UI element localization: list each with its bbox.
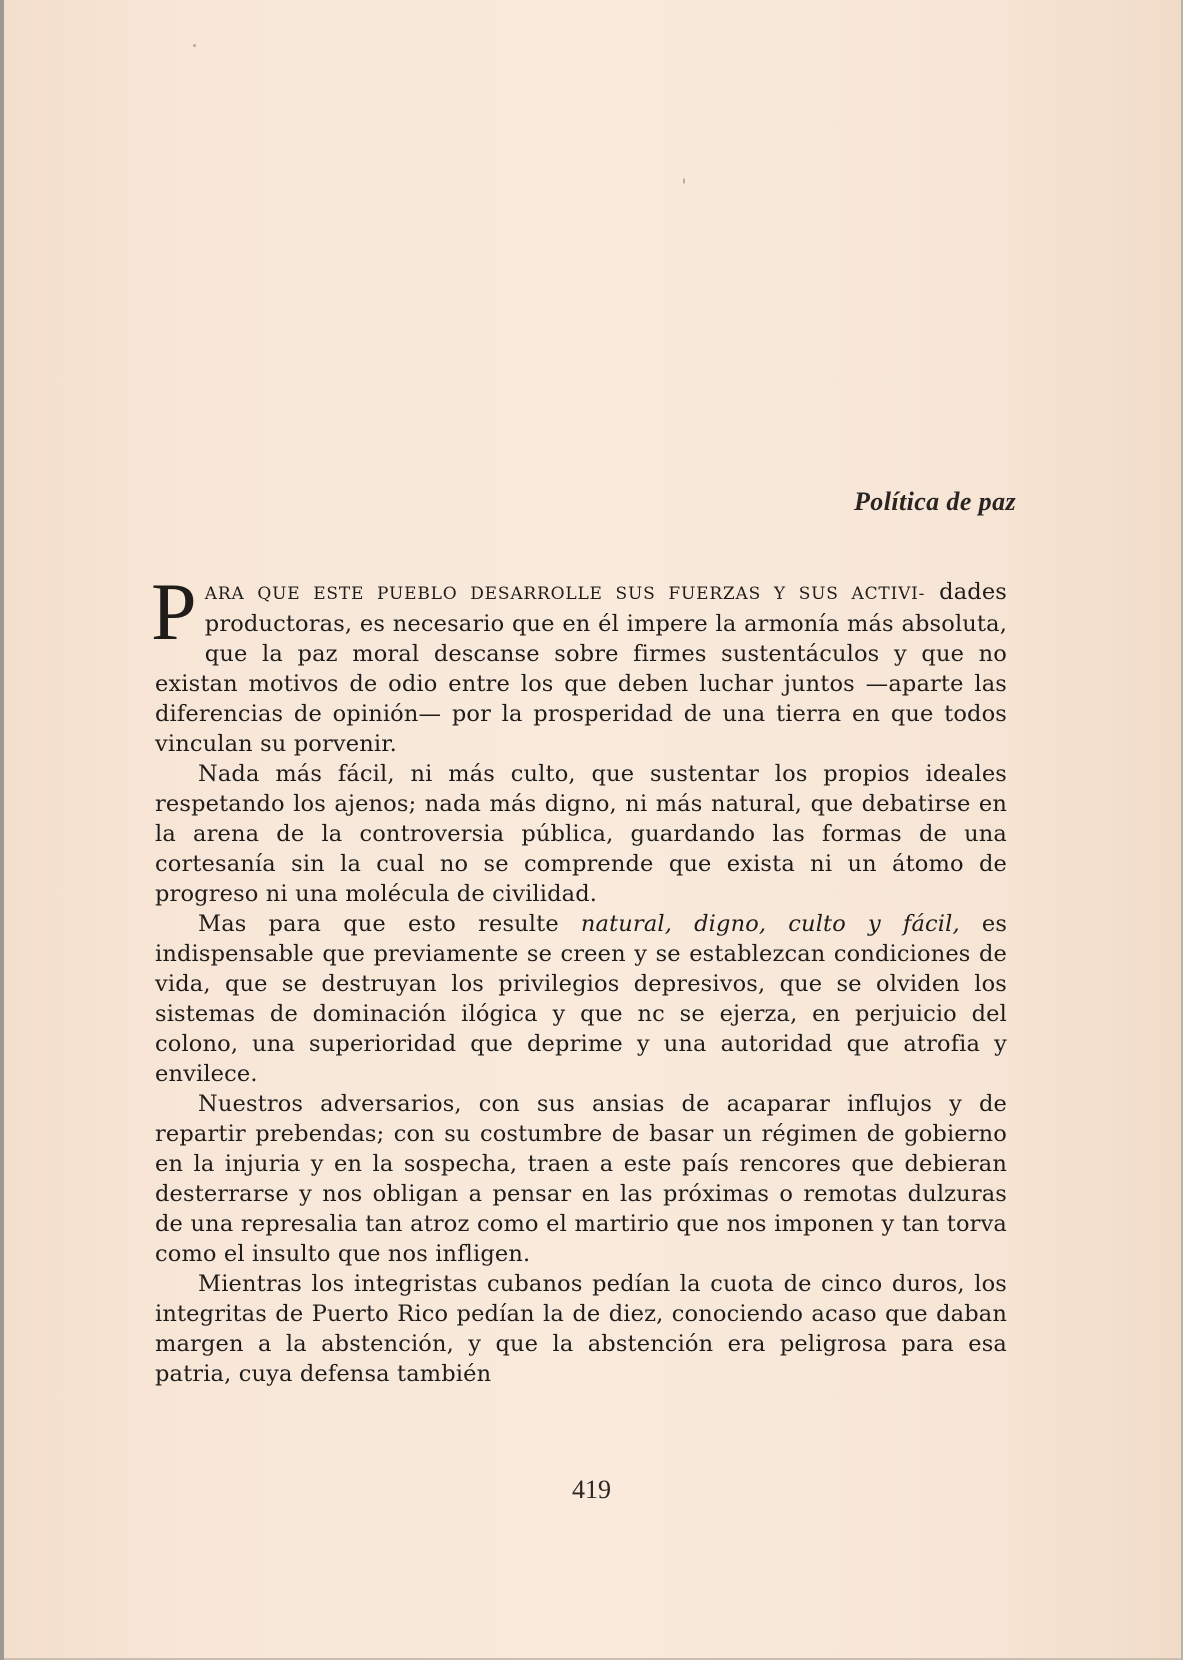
paragraph-text: Mas para que esto resulte bbox=[198, 911, 581, 937]
paragraph-text: Mientras los integristas cubanos pedían la cuota de cinco duros, los integritas de Puerto Rico pedían la de diez, conociendo acaso que daban margen a la abstención, y que la abstención era peligrosa para esa patria, cuya defensa también bbox=[155, 1271, 1007, 1387]
paragraph-text: Nada más fácil, ni más culto, que sustentar los propios ideales respetando los ajenos; nada más digno, ni más natural, que debatirse en la arena de la controversia pública, guardando las formas de una cortesanía sin la cual no se comprende que exista ni un átomo de progreso ni una molécula de civilidad. bbox=[155, 761, 1007, 907]
paper-speck bbox=[683, 178, 685, 184]
paragraph-text: dades productoras, es necesario que en él impere la armonía más absoluta, que la paz moral descanse sobre firmes sustentáculos y que no existan motivos de odio entre los que deben luchar juntos —aparte las diferencias de opinión— por la prosperidad de una tierra en que todos vinculan su porvenir. bbox=[155, 579, 1007, 757]
paragraph bbox=[155, 1269, 1007, 1389]
paragraph bbox=[155, 1089, 1007, 1269]
paragraph bbox=[155, 909, 1007, 1089]
paragraph-text: Nuestros adversarios, con sus ansias de acaparar influjos y de repartir prebendas; con su costumbre de basar un régimen de gobierno en la injuria y en la sospecha, traen a este país rencores que debieran desterrarse y nos obligan a pensar en las próximas o remotas dulzuras de una represalia tan atroz como el martirio que nos imponen y tan torva como el insulto que nos infligen. bbox=[155, 1091, 1007, 1267]
page-number: 419 bbox=[572, 1475, 611, 1504]
paragraph-text: es indispensable que previamente se creen y se establezcan condiciones de vida, que se destruyan los privilegios depresivos, que se olviden los sistemas de dominación ilógica y que nc se ejerza, en perjuicio del colono, una superioridad que deprime y una autoridad que atrofia y envilece. bbox=[155, 911, 1008, 1087]
paragraph bbox=[151, 566, 1007, 759]
chapter-title: Política de paz bbox=[854, 487, 1016, 516]
drop-cap: P bbox=[151, 566, 197, 657]
small-caps-lead-in: ARA QUE ESTE PUEBLO DESARROLLE SUS FUERZAS Y SUS ACTIVI- bbox=[204, 584, 926, 604]
paragraph bbox=[155, 759, 1007, 909]
body-text bbox=[151, 566, 1008, 1389]
emphasized-text: natural, digno, culto y fácil, bbox=[580, 911, 960, 937]
paper-speck bbox=[193, 44, 196, 47]
